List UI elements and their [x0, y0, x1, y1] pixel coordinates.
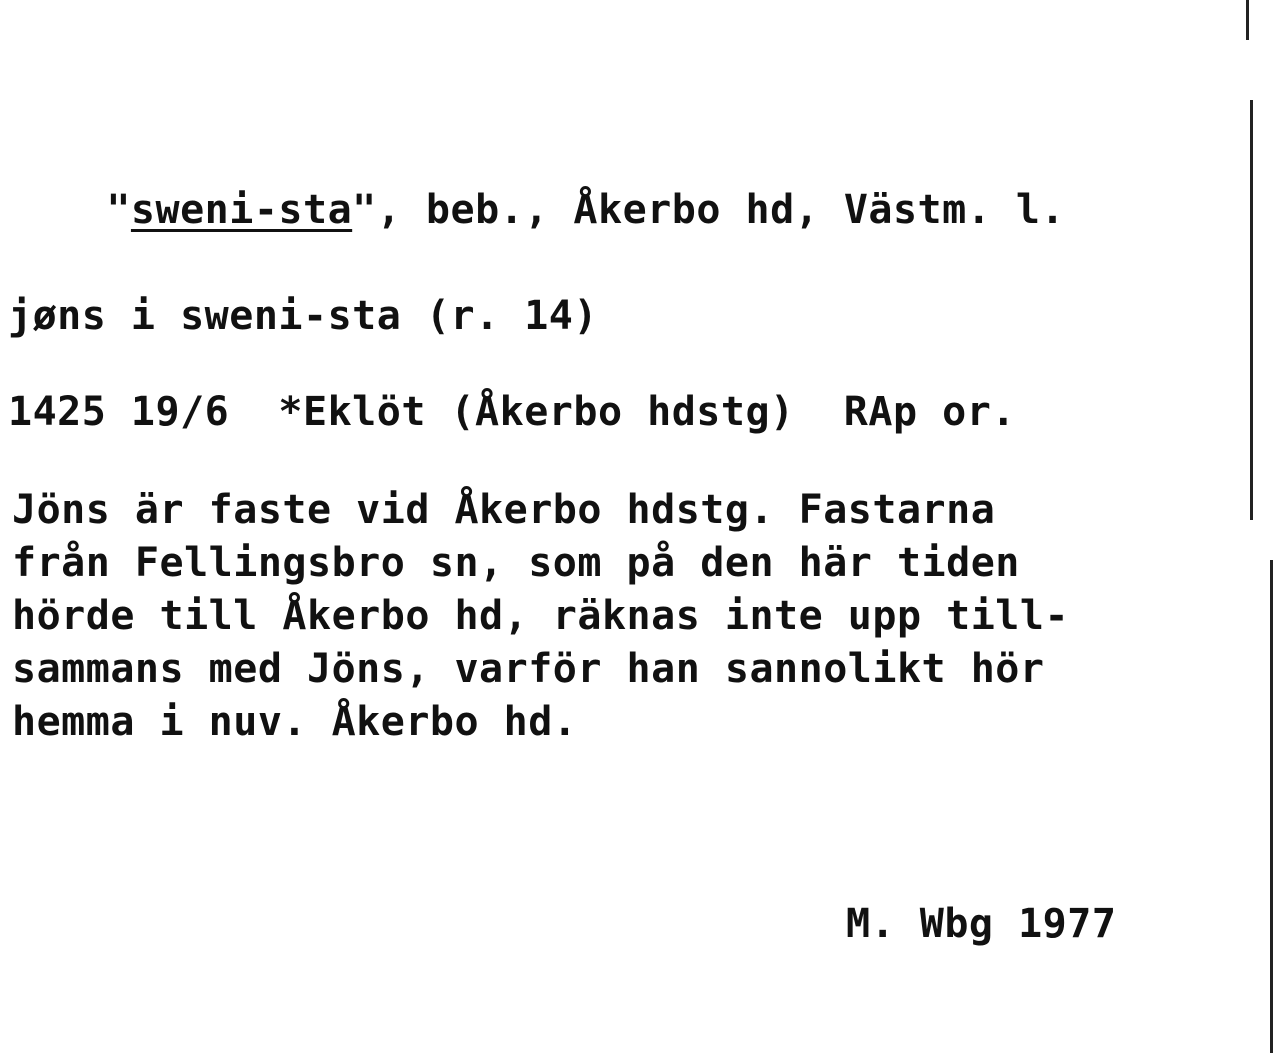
headword: sweni-sta [130, 187, 353, 233]
card-edge-divider [1250, 100, 1253, 520]
signature: M. Wbg 1977 [846, 901, 1117, 947]
name-line: jøns i sweni-sta (r. 14) [8, 293, 598, 339]
headword-details: ", beb., Åkerbo hd, Västm. l. [352, 187, 1066, 233]
card-edge-divider [1270, 560, 1273, 1053]
commentary-line: sammans med Jöns, varför han sannolikt hör [12, 646, 1045, 692]
headword-open-quote: " [106, 187, 131, 233]
headword-line [8, 150, 1065, 270]
card-edge-divider [1246, 0, 1249, 40]
commentary-line: hemma i nuv. Åkerbo hd. [12, 699, 578, 745]
source-line: 1425 19/6 *Eklöt (Åkerbo hdstg) RAp or. [8, 389, 1016, 435]
commentary-line: Jöns är faste vid Åkerbo hdstg. Fastarna [12, 487, 996, 533]
commentary-line: hörde till Åkerbo hd, räknas inte upp till- [12, 593, 1070, 639]
commentary-line: från Fellingsbro sn, som på den här tiden [12, 540, 1020, 586]
